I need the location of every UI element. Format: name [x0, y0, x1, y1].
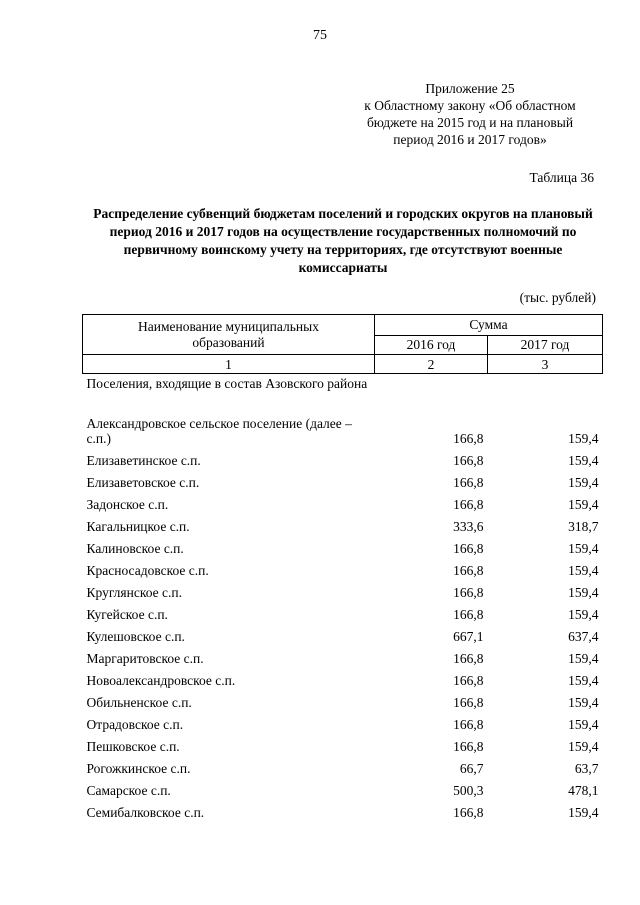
amount-2017: 159,4	[568, 453, 599, 468]
amount-2016: 333,6	[453, 519, 484, 534]
table-row	[83, 410, 603, 446]
table-row	[83, 468, 603, 490]
amount-2016: 166,8	[453, 651, 484, 666]
amount-2017: 159,4	[568, 541, 599, 556]
table-row	[83, 556, 603, 578]
amount-2017: 159,4	[568, 475, 599, 490]
table-row	[83, 732, 603, 754]
amount-2016: 166,8	[453, 673, 484, 688]
table-row	[83, 666, 603, 688]
amount-2016: 500,3	[453, 783, 484, 798]
amount-2017: 478,1	[568, 783, 599, 798]
amount-2017: 159,4	[568, 651, 599, 666]
municipality-name: Маргаритовское с.п.	[86, 651, 204, 666]
amount-2016: 166,8	[453, 431, 484, 446]
amount-2016: 166,8	[453, 607, 484, 622]
header-sum-column: Сумма	[375, 315, 603, 336]
units-label: (тыс. рублей)	[519, 290, 596, 305]
municipality-name: Семибалковское с.п.	[86, 805, 205, 820]
amount-2017: 318,7	[568, 519, 599, 534]
appendix-line-3: бюджете на 2015 год и на плановый	[366, 115, 574, 130]
header-year-2017: 2017 год	[488, 336, 603, 355]
table-row	[83, 490, 603, 512]
table-row	[83, 776, 603, 798]
amount-2017: 159,4	[568, 717, 599, 732]
appendix-line-1: Приложение 25	[425, 81, 515, 96]
table-label: Таблица 36	[529, 170, 594, 185]
municipality-name: Кулешовское с.п.	[86, 629, 185, 644]
municipality-name: Задонское с.п.	[86, 497, 169, 512]
municipality-name: Кугейское с.п.	[86, 607, 168, 622]
table-row	[83, 798, 603, 820]
amount-2017: 159,4	[568, 585, 599, 600]
municipality-name: Обильненское с.п.	[86, 695, 192, 710]
municipality-name: Елизаветинское с.п.	[86, 453, 201, 468]
municipality-name: Самарское с.п.	[86, 783, 171, 798]
subvention-table	[82, 314, 603, 820]
table-row	[83, 710, 603, 732]
page-number: 75	[313, 28, 327, 43]
appendix-note	[340, 80, 600, 148]
amount-2017: 159,4	[568, 563, 599, 578]
group-heading: Поселения, входящие в состав Азовского района	[86, 376, 368, 391]
municipality-name: Отрадовское с.п.	[86, 717, 184, 732]
amount-2016: 166,8	[453, 475, 484, 490]
table-row	[83, 446, 603, 468]
amount-2017: 159,4	[568, 607, 599, 622]
table-row	[83, 754, 603, 776]
table-row	[83, 512, 603, 534]
amount-2016: 166,8	[453, 453, 484, 468]
amount-2016: 166,8	[453, 585, 484, 600]
amount-2017: 63,7	[574, 761, 599, 776]
header-col-number-3: 3	[488, 355, 603, 374]
table-row	[83, 644, 603, 666]
municipality-name: Александровское сельское поселение (далее – с.п.)	[86, 416, 352, 446]
amount-2016: 166,8	[453, 541, 484, 556]
municipality-name: Рогожкинское с.п.	[86, 761, 191, 776]
amount-2016: 166,8	[453, 497, 484, 512]
table-row	[83, 622, 603, 644]
document-title: Распределение субвенций бюджетам поселений и городских округов на плановый период 2016 и 2017 годов на осуществление государственных полномочий по первичному воинскому учету на территориях, где отсутствуют военные комиссариаты	[93, 206, 593, 275]
amount-2016: 166,8	[453, 805, 484, 820]
municipality-name: Красносадовское с.п.	[86, 563, 209, 578]
table-row	[83, 534, 603, 556]
amount-2017: 159,4	[568, 431, 599, 446]
amount-2017: 637,4	[568, 629, 599, 644]
amount-2017: 159,4	[568, 695, 599, 710]
municipality-name: Круглянское с.п.	[86, 585, 182, 600]
municipality-name: Елизаветовское с.п.	[86, 475, 200, 490]
header-col-number-2: 2	[375, 355, 488, 374]
municipality-name: Пешковское с.п.	[86, 739, 180, 754]
amount-2016: 166,8	[453, 739, 484, 754]
header-col-number-1: 1	[83, 355, 375, 374]
header-name-column: Наименование муниципальных образований	[83, 315, 375, 355]
appendix-line-4: период 2016 и 2017 годов»	[393, 132, 547, 147]
amount-2017: 159,4	[568, 739, 599, 754]
amount-2017: 159,4	[568, 673, 599, 688]
amount-2016: 166,8	[453, 563, 484, 578]
amount-2016: 166,8	[453, 695, 484, 710]
header-year-2016: 2016 год	[375, 336, 488, 355]
table-row	[83, 688, 603, 710]
amount-2016: 667,1	[453, 629, 484, 644]
appendix-line-2: к Областному закону «Об областном	[364, 98, 576, 113]
municipality-name: Новоалександровское с.п.	[86, 673, 236, 688]
table-row	[83, 578, 603, 600]
amount-2016: 166,8	[453, 717, 484, 732]
amount-2017: 159,4	[568, 805, 599, 820]
amount-2017: 159,4	[568, 497, 599, 512]
municipality-name: Калиновское с.п.	[86, 541, 184, 556]
table-row	[83, 600, 603, 622]
amount-2016: 66,7	[459, 761, 484, 776]
municipality-name: Кагальницкое с.п.	[86, 519, 190, 534]
